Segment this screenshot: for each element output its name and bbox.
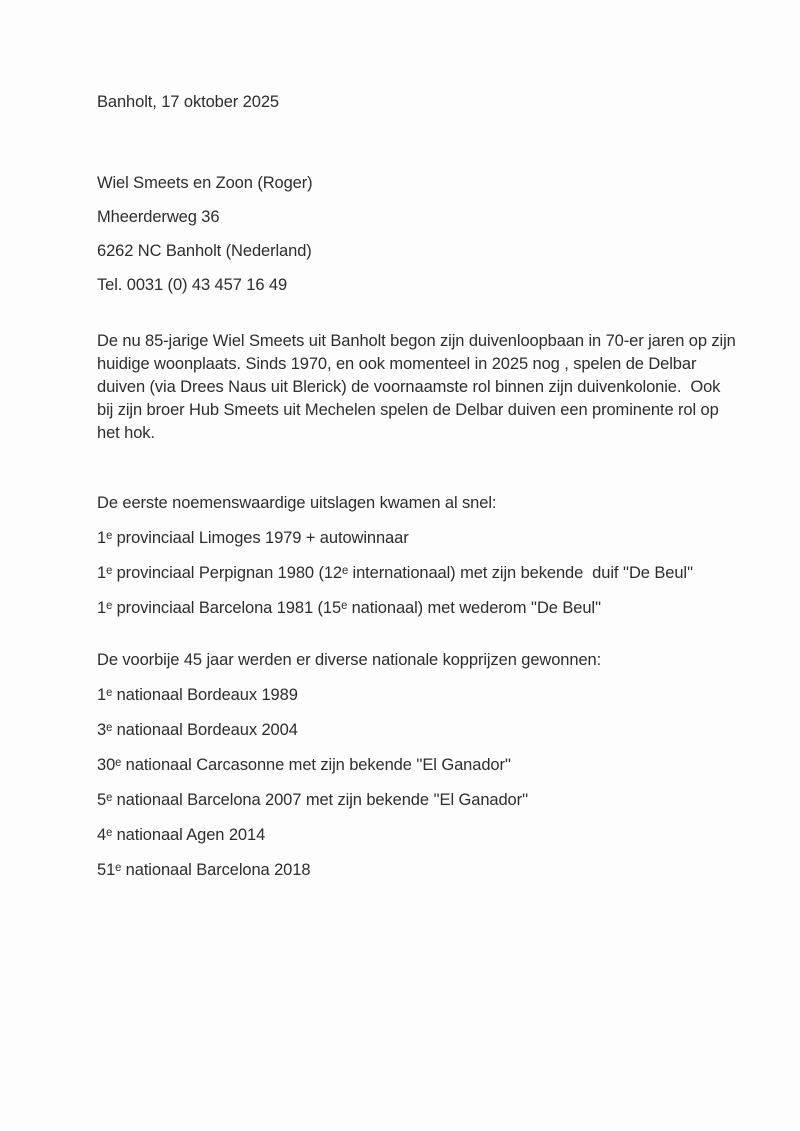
result-item: 1ᵉ provinciaal Limoges 1979 + autowinnaar <box>97 529 409 547</box>
sender-block <box>97 166 710 302</box>
result-item: 51ᵉ nationaal Barcelona 2018 <box>97 861 311 879</box>
result-item: 3ᵉ nationaal Bordeaux 2004 <box>97 721 298 739</box>
section-heading: De voorbije 45 jaar werden er diverse nationale kopprijzen gewonnen: <box>97 651 602 669</box>
sender-phone: Tel. 0031 (0) 43 457 16 49 <box>97 276 288 294</box>
sender-street: Mheerderweg 36 <box>97 208 220 226</box>
result-item: 1ᵉ provinciaal Perpignan 1980 (12ᵉ internationaal) met zijn bekende duif ''De Beul'' <box>97 564 694 582</box>
national-results-section <box>97 648 710 882</box>
result-item: 30ᵉ nationaal Carcasonne met zijn bekende ''El Ganador'' <box>97 756 511 774</box>
result-item: 1ᵉ provinciaal Barcelona 1981 (15ᵉ nationaal) met wederom ''De Beul'' <box>97 599 602 617</box>
paragraph-line: huidige woonplaats. Sinds 1970, en ook momenteel in 2025 nog , spelen de Delbar <box>97 355 697 373</box>
paragraph-line: het hok. <box>97 424 155 442</box>
paragraph-line: duiven (via Drees Naus uit Blerick) de voornaamste rol binnen zijn duivenkolonie. Ook <box>97 378 721 396</box>
result-item: 5ᵉ nationaal Barcelona 2007 met zijn bekende ''El Ganador'' <box>97 791 529 809</box>
sender-name: Wiel Smeets en Zoon (Roger) <box>97 174 313 192</box>
dateline: Banholt, 17 oktober 2025 <box>97 93 279 111</box>
intro-paragraph <box>97 330 736 445</box>
early-results-section <box>97 491 710 620</box>
result-item: 4ᵉ nationaal Agen 2014 <box>97 826 266 844</box>
result-item: 1ᵉ nationaal Bordeaux 1989 <box>97 686 298 704</box>
paragraph-line: bij zijn broer Hub Smeets uit Mechelen spelen de Delbar duiven een prominente rol op <box>97 401 719 419</box>
paragraph-line: De nu 85-jarige Wiel Smeets uit Banholt begon zijn duivenloopbaan in 70-er jaren op zijn <box>97 332 736 350</box>
section-heading: De eerste noemenswaardige uitslagen kwamen al snel: <box>97 494 497 512</box>
sender-postal-city: 6262 NC Banholt (Nederland) <box>97 242 312 260</box>
